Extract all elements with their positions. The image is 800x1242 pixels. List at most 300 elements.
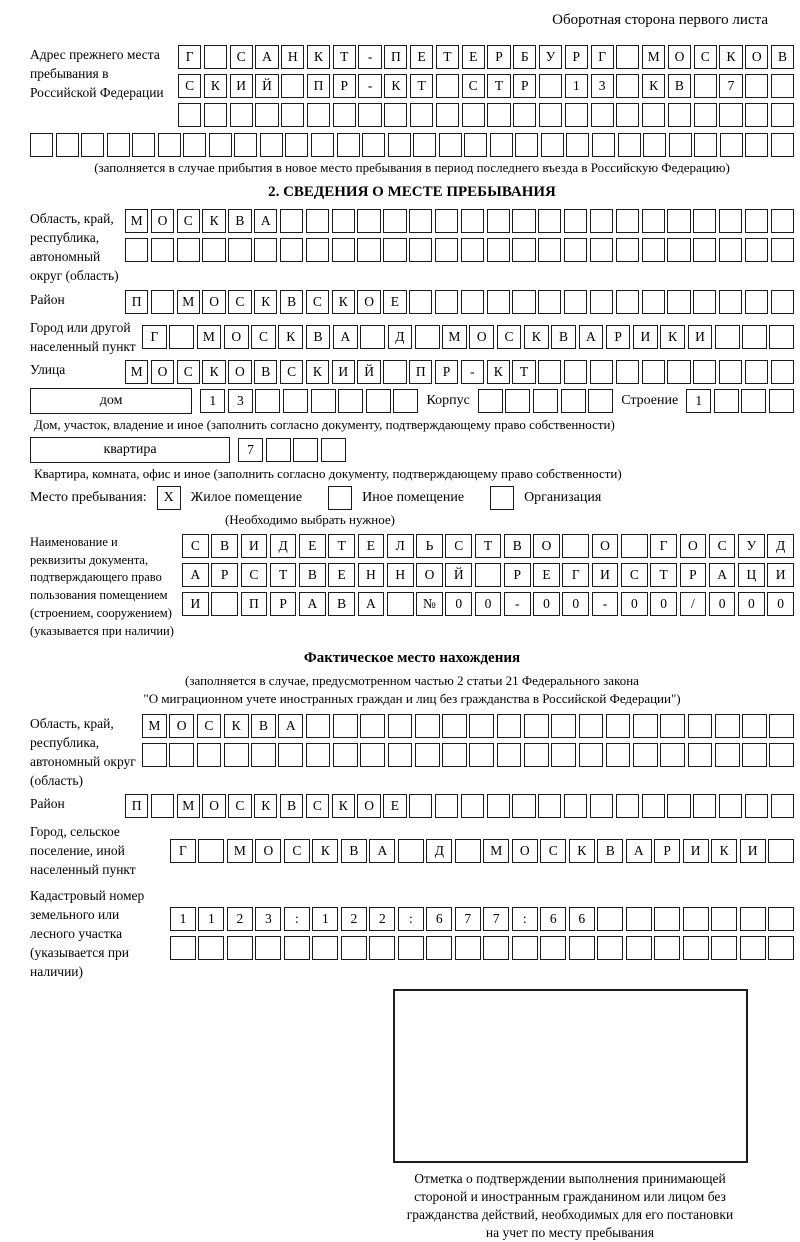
char-box[interactable] <box>125 238 148 262</box>
char-box[interactable] <box>616 209 639 233</box>
char-box[interactable] <box>461 209 484 233</box>
char-box[interactable] <box>198 936 224 960</box>
char-box[interactable]: И <box>241 534 268 558</box>
char-box[interactable] <box>561 389 586 413</box>
char-box[interactable]: С <box>177 360 200 384</box>
char-box[interactable] <box>393 389 418 413</box>
char-box[interactable] <box>388 133 411 157</box>
char-box[interactable]: Е <box>328 563 355 587</box>
char-box[interactable]: Д <box>270 534 297 558</box>
char-box[interactable]: К <box>312 839 338 863</box>
char-box[interactable] <box>435 290 458 314</box>
char-box[interactable] <box>769 714 794 738</box>
char-box[interactable] <box>151 290 174 314</box>
char-box[interactable]: И <box>182 592 209 616</box>
char-box[interactable]: К <box>204 74 227 98</box>
char-box[interactable] <box>642 290 665 314</box>
char-box[interactable]: 0 <box>475 592 502 616</box>
char-box[interactable] <box>616 103 639 127</box>
char-box[interactable]: Е <box>383 290 406 314</box>
char-box[interactable]: С <box>182 534 209 558</box>
char-box[interactable]: Е <box>410 45 433 69</box>
char-box[interactable]: 1 <box>200 389 225 413</box>
char-box[interactable] <box>515 133 538 157</box>
char-box[interactable] <box>358 103 381 127</box>
char-box[interactable] <box>512 290 535 314</box>
char-box[interactable] <box>693 290 716 314</box>
char-box[interactable] <box>771 794 794 818</box>
char-box[interactable]: - <box>358 45 381 69</box>
char-box[interactable]: 0 <box>767 592 794 616</box>
char-box[interactable]: В <box>341 839 367 863</box>
char-box[interactable] <box>435 794 458 818</box>
char-box[interactable]: П <box>125 794 148 818</box>
char-box[interactable]: М <box>227 839 253 863</box>
char-box[interactable]: С <box>306 794 329 818</box>
char-box[interactable]: М <box>642 45 665 69</box>
char-box[interactable]: М <box>125 360 148 384</box>
char-box[interactable] <box>562 534 589 558</box>
char-box[interactable] <box>490 133 513 157</box>
char-box[interactable] <box>745 133 768 157</box>
char-box[interactable]: В <box>251 714 276 738</box>
char-box[interactable]: О <box>745 45 768 69</box>
char-box[interactable]: Р <box>504 563 531 587</box>
char-box[interactable]: О <box>512 839 538 863</box>
char-box[interactable] <box>694 133 717 157</box>
char-box[interactable] <box>266 438 291 462</box>
char-box[interactable]: К <box>332 290 355 314</box>
char-box[interactable] <box>280 238 303 262</box>
char-box[interactable] <box>487 794 510 818</box>
char-box[interactable]: Д <box>388 325 413 349</box>
char-box[interactable] <box>745 238 768 262</box>
char-box[interactable] <box>410 103 433 127</box>
char-box[interactable] <box>719 209 742 233</box>
char-box[interactable] <box>388 743 413 767</box>
char-box[interactable] <box>158 133 181 157</box>
char-box[interactable]: А <box>369 839 395 863</box>
char-box[interactable]: О <box>416 563 443 587</box>
char-box[interactable]: А <box>255 45 278 69</box>
char-box[interactable] <box>369 936 395 960</box>
char-box[interactable] <box>505 389 530 413</box>
char-box[interactable]: Р <box>606 325 631 349</box>
char-box[interactable] <box>512 209 535 233</box>
char-box[interactable] <box>307 103 330 127</box>
char-box[interactable]: Т <box>333 45 356 69</box>
char-box[interactable]: О <box>169 714 194 738</box>
char-box[interactable]: - <box>504 592 531 616</box>
char-box[interactable]: К <box>487 360 510 384</box>
char-box[interactable] <box>745 74 768 98</box>
char-box[interactable]: Е <box>383 794 406 818</box>
char-box[interactable] <box>383 209 406 233</box>
char-box[interactable]: В <box>668 74 691 98</box>
char-box[interactable] <box>426 936 452 960</box>
char-box[interactable] <box>483 936 509 960</box>
char-box[interactable] <box>455 839 481 863</box>
char-box[interactable] <box>132 133 155 157</box>
char-box[interactable] <box>436 103 459 127</box>
char-box[interactable] <box>357 209 380 233</box>
char-box[interactable] <box>321 438 346 462</box>
char-box[interactable] <box>693 209 716 233</box>
char-box[interactable] <box>388 714 413 738</box>
char-box[interactable]: Е <box>358 534 385 558</box>
char-box[interactable]: С <box>540 839 566 863</box>
char-box[interactable] <box>255 389 280 413</box>
char-box[interactable]: А <box>709 563 736 587</box>
char-box[interactable]: Т <box>436 45 459 69</box>
char-box[interactable]: Й <box>255 74 278 98</box>
char-box[interactable]: 6 <box>569 907 595 931</box>
char-box[interactable]: 7 <box>455 907 481 931</box>
char-box[interactable]: В <box>228 209 251 233</box>
char-box[interactable] <box>461 238 484 262</box>
char-box[interactable]: К <box>307 45 330 69</box>
char-box[interactable]: В <box>597 839 623 863</box>
char-box[interactable]: Б <box>513 45 536 69</box>
char-box[interactable]: П <box>409 360 432 384</box>
char-box[interactable] <box>107 133 130 157</box>
char-box[interactable] <box>771 360 794 384</box>
char-box[interactable] <box>533 389 558 413</box>
char-box[interactable] <box>169 325 194 349</box>
char-box[interactable] <box>616 238 639 262</box>
char-box[interactable]: К <box>224 714 249 738</box>
char-box[interactable]: 2 <box>227 907 253 931</box>
char-box[interactable]: Р <box>211 563 238 587</box>
char-box[interactable] <box>415 714 440 738</box>
char-box[interactable]: 3 <box>255 907 281 931</box>
char-box[interactable]: Г <box>562 563 589 587</box>
char-box[interactable]: 0 <box>650 592 677 616</box>
char-box[interactable]: О <box>151 360 174 384</box>
char-box[interactable] <box>512 936 538 960</box>
char-box[interactable] <box>442 743 467 767</box>
char-box[interactable]: Ц <box>738 563 765 587</box>
char-box[interactable]: С <box>280 360 303 384</box>
char-box[interactable] <box>642 238 665 262</box>
char-box[interactable] <box>642 360 665 384</box>
char-box[interactable]: 0 <box>621 592 648 616</box>
char-box[interactable] <box>538 238 561 262</box>
char-box[interactable] <box>169 743 194 767</box>
char-box[interactable] <box>487 238 510 262</box>
char-box[interactable] <box>469 743 494 767</box>
char-box[interactable] <box>281 103 304 127</box>
char-box[interactable]: К <box>202 209 225 233</box>
char-box[interactable] <box>715 325 740 349</box>
char-box[interactable]: И <box>683 839 709 863</box>
char-box[interactable] <box>255 103 278 127</box>
char-box[interactable]: - <box>592 592 619 616</box>
char-box[interactable]: В <box>280 794 303 818</box>
char-box[interactable]: О <box>228 360 251 384</box>
char-box[interactable] <box>694 74 717 98</box>
char-box[interactable] <box>209 133 232 157</box>
char-box[interactable] <box>590 290 613 314</box>
char-box[interactable]: С <box>445 534 472 558</box>
char-box[interactable]: А <box>579 325 604 349</box>
char-box[interactable]: Р <box>333 74 356 98</box>
char-box[interactable]: Р <box>680 563 707 587</box>
char-box[interactable] <box>332 238 355 262</box>
char-box[interactable] <box>642 794 665 818</box>
char-box[interactable]: С <box>709 534 736 558</box>
char-box[interactable] <box>565 103 588 127</box>
char-box[interactable] <box>719 238 742 262</box>
char-box[interactable] <box>693 238 716 262</box>
char-box[interactable] <box>151 794 174 818</box>
char-box[interactable] <box>281 74 304 98</box>
char-box[interactable] <box>398 839 424 863</box>
char-box[interactable]: А <box>358 592 385 616</box>
char-box[interactable]: Т <box>650 563 677 587</box>
char-box[interactable]: К <box>660 325 685 349</box>
char-box[interactable] <box>667 794 690 818</box>
char-box[interactable] <box>360 743 385 767</box>
char-box[interactable] <box>642 103 665 127</box>
char-box[interactable]: Е <box>462 45 485 69</box>
char-box[interactable]: М <box>177 794 200 818</box>
char-box[interactable] <box>360 714 385 738</box>
char-box[interactable] <box>409 238 432 262</box>
char-box[interactable] <box>597 936 623 960</box>
char-box[interactable] <box>413 133 436 157</box>
char-box[interactable] <box>667 209 690 233</box>
char-box[interactable] <box>538 794 561 818</box>
char-box[interactable]: К <box>384 74 407 98</box>
char-box[interactable] <box>462 103 485 127</box>
char-box[interactable] <box>616 74 639 98</box>
char-box[interactable]: К <box>202 360 225 384</box>
char-box[interactable]: К <box>254 794 277 818</box>
char-box[interactable]: М <box>483 839 509 863</box>
char-box[interactable]: Л <box>387 534 414 558</box>
char-box[interactable]: С <box>497 325 522 349</box>
char-box[interactable] <box>512 238 535 262</box>
char-box[interactable] <box>660 743 685 767</box>
char-box[interactable] <box>383 238 406 262</box>
char-box[interactable] <box>254 238 277 262</box>
char-box[interactable] <box>464 133 487 157</box>
char-box[interactable] <box>618 133 641 157</box>
char-box[interactable] <box>741 389 766 413</box>
char-box[interactable]: 3 <box>591 74 614 98</box>
char-box[interactable]: И <box>767 563 794 587</box>
char-box[interactable]: Т <box>328 534 355 558</box>
char-box[interactable] <box>387 592 414 616</box>
char-box[interactable] <box>311 133 334 157</box>
char-box[interactable]: 1 <box>170 907 196 931</box>
char-box[interactable]: С <box>241 563 268 587</box>
char-box[interactable] <box>742 714 767 738</box>
char-box[interactable] <box>306 714 331 738</box>
char-box[interactable]: П <box>125 290 148 314</box>
char-box[interactable]: О <box>357 290 380 314</box>
checkbox-organizatsiya[interactable] <box>490 486 514 510</box>
char-box[interactable]: 7 <box>483 907 509 931</box>
char-box[interactable]: О <box>202 794 225 818</box>
char-box[interactable]: Г <box>170 839 196 863</box>
char-box[interactable]: И <box>592 563 619 587</box>
char-box[interactable] <box>541 133 564 157</box>
char-box[interactable] <box>715 714 740 738</box>
char-box[interactable] <box>643 133 666 157</box>
char-box[interactable]: И <box>688 325 713 349</box>
char-box[interactable] <box>234 133 257 157</box>
char-box[interactable]: Т <box>270 563 297 587</box>
char-box[interactable] <box>455 936 481 960</box>
char-box[interactable] <box>771 238 794 262</box>
char-box[interactable]: В <box>551 325 576 349</box>
char-box[interactable] <box>540 936 566 960</box>
char-box[interactable] <box>198 839 224 863</box>
char-box[interactable]: 1 <box>686 389 711 413</box>
char-box[interactable] <box>251 743 276 767</box>
char-box[interactable]: 0 <box>562 592 589 616</box>
char-box[interactable]: К <box>254 290 277 314</box>
char-box[interactable]: Р <box>513 74 536 98</box>
char-box[interactable]: А <box>299 592 326 616</box>
char-box[interactable]: М <box>197 325 222 349</box>
char-box[interactable]: П <box>307 74 330 98</box>
char-box[interactable] <box>642 209 665 233</box>
char-box[interactable] <box>740 936 766 960</box>
char-box[interactable] <box>633 714 658 738</box>
char-box[interactable] <box>768 936 794 960</box>
char-box[interactable]: О <box>255 839 281 863</box>
char-box[interactable]: М <box>125 209 148 233</box>
char-box[interactable] <box>177 238 200 262</box>
char-box[interactable] <box>564 209 587 233</box>
char-box[interactable] <box>768 839 794 863</box>
char-box[interactable] <box>551 714 576 738</box>
char-box[interactable] <box>667 238 690 262</box>
char-box[interactable]: К <box>642 74 665 98</box>
char-box[interactable] <box>769 389 794 413</box>
char-box[interactable] <box>590 794 613 818</box>
char-box[interactable] <box>616 45 639 69</box>
char-box[interactable]: Й <box>357 360 380 384</box>
char-box[interactable] <box>714 389 739 413</box>
char-box[interactable] <box>284 936 310 960</box>
char-box[interactable]: В <box>299 563 326 587</box>
char-box[interactable] <box>293 438 318 462</box>
char-box[interactable]: 0 <box>738 592 765 616</box>
char-box[interactable] <box>769 743 794 767</box>
char-box[interactable] <box>197 743 222 767</box>
char-box[interactable] <box>362 133 385 157</box>
char-box[interactable]: И <box>230 74 253 98</box>
char-box[interactable]: С <box>694 45 717 69</box>
char-box[interactable] <box>771 290 794 314</box>
char-box[interactable] <box>306 743 331 767</box>
char-box[interactable] <box>626 907 652 931</box>
char-box[interactable]: В <box>211 534 238 558</box>
char-box[interactable] <box>742 325 767 349</box>
char-box[interactable] <box>333 714 358 738</box>
char-box[interactable]: В <box>306 325 331 349</box>
char-box[interactable]: О <box>469 325 494 349</box>
char-box[interactable] <box>769 325 794 349</box>
char-box[interactable] <box>435 238 458 262</box>
char-box[interactable]: О <box>680 534 707 558</box>
char-box[interactable]: О <box>668 45 691 69</box>
char-box[interactable]: Е <box>299 534 326 558</box>
char-box[interactable] <box>384 103 407 127</box>
char-box[interactable]: А <box>254 209 277 233</box>
char-box[interactable] <box>768 907 794 931</box>
char-box[interactable]: У <box>738 534 765 558</box>
char-box[interactable]: С <box>462 74 485 98</box>
char-box[interactable] <box>487 103 510 127</box>
char-box[interactable]: С <box>228 794 251 818</box>
char-box[interactable]: 3 <box>228 389 253 413</box>
char-box[interactable] <box>564 238 587 262</box>
char-box[interactable] <box>720 133 743 157</box>
char-box[interactable] <box>478 389 503 413</box>
char-box[interactable]: П <box>241 592 268 616</box>
char-box[interactable]: О <box>151 209 174 233</box>
char-box[interactable]: Н <box>387 563 414 587</box>
char-box[interactable]: / <box>680 592 707 616</box>
char-box[interactable] <box>590 209 613 233</box>
char-box[interactable] <box>719 290 742 314</box>
char-box[interactable] <box>654 907 680 931</box>
char-box[interactable]: : <box>512 907 538 931</box>
char-box[interactable]: М <box>177 290 200 314</box>
char-box[interactable] <box>497 743 522 767</box>
char-box[interactable] <box>742 743 767 767</box>
char-box[interactable] <box>230 103 253 127</box>
char-box[interactable]: - <box>358 74 381 98</box>
char-box[interactable] <box>332 209 355 233</box>
char-box[interactable] <box>228 238 251 262</box>
char-box[interactable] <box>56 133 79 157</box>
char-box[interactable]: 7 <box>719 74 742 98</box>
char-box[interactable]: Г <box>142 325 167 349</box>
char-box[interactable]: М <box>442 325 467 349</box>
char-box[interactable]: Н <box>358 563 385 587</box>
char-box[interactable]: К <box>569 839 595 863</box>
char-box[interactable] <box>566 133 589 157</box>
char-box[interactable] <box>311 389 336 413</box>
char-box[interactable] <box>442 714 467 738</box>
char-box[interactable] <box>312 936 338 960</box>
char-box[interactable] <box>564 360 587 384</box>
char-box[interactable]: К <box>332 794 355 818</box>
char-box[interactable]: 0 <box>709 592 736 616</box>
char-box[interactable]: 2 <box>341 907 367 931</box>
char-box[interactable]: О <box>224 325 249 349</box>
char-box[interactable]: Р <box>270 592 297 616</box>
char-box[interactable]: В <box>254 360 277 384</box>
char-box[interactable] <box>283 389 308 413</box>
char-box[interactable] <box>693 794 716 818</box>
char-box[interactable]: С <box>306 290 329 314</box>
char-box[interactable] <box>564 794 587 818</box>
char-box[interactable]: : <box>284 907 310 931</box>
char-box[interactable] <box>487 290 510 314</box>
char-box[interactable]: О <box>533 534 560 558</box>
char-box[interactable] <box>341 936 367 960</box>
char-box[interactable] <box>771 103 794 127</box>
char-box[interactable] <box>579 743 604 767</box>
char-box[interactable] <box>538 360 561 384</box>
